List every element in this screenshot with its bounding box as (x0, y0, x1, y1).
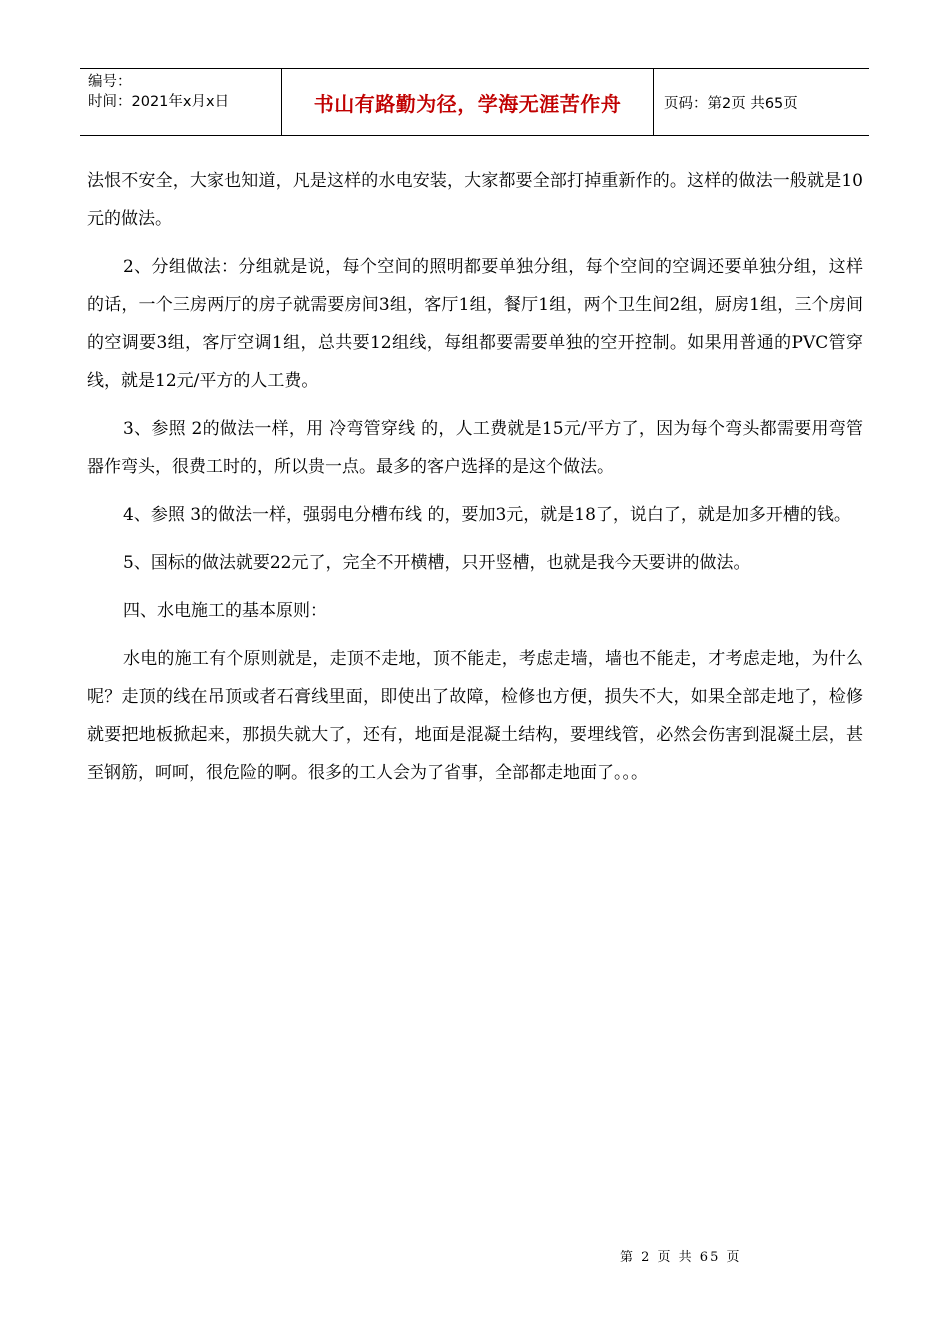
header-page-info (654, 69, 869, 135)
header-meta (80, 69, 282, 135)
header-page-info-text: 页码：第2页 共65页 (664, 95, 798, 112)
document-header (80, 68, 869, 136)
paragraph: 2、分组做法：分组就是说，每个空间的照明都要单独分组，每个空间的空调还要单独分组，这样的话，一个三房两厅的房子就需要房间3组，客厅1组，餐厅1组，两个卫生间2组，厨房1组，三个房间的空调要3组，客厅空调1组，总共要12组线，每组都要需要单独的空开控制。如果用普通的PVC管穿线，就是12元/平方的人工费。 (87, 257, 863, 391)
header-time-label: 时间：2021年x月x日 (88, 94, 230, 110)
section-heading: 四、水电施工的基本原则： (123, 601, 327, 621)
header-motto-text: 书山有路勤为径，学海无涯苦作舟 (313, 91, 622, 116)
paragraph: 水电的施工有个原则就是，走顶不走地，顶不能走，考虑走墙，墙也不能走，才考虑走地，为什么呢？走顶的线在吊顶或者石膏线里面，即使出了故障，检修也方便，损失不大，如果全部走地了，检修就要把地板掀起来，那损失就大了，还有，地面是混凝土结构，要埋线管，必然会伤害到混凝土层，甚至钢筋，呵呵，很危险的啊。很多的工人会为了省事，全部都走地面了。。。 (87, 649, 863, 783)
page-footer (620, 1246, 741, 1265)
header-motto (282, 69, 654, 135)
paragraph: 3、参照 2的做法一样，用 冷弯管穿线 的，人工费就是15元/平方了，因为每个弯头都需要用弯管器作弯头，很费工时的，所以贵一点。最多的客户选择的是这个做法。 (87, 419, 863, 477)
paragraph: 5、国标的做法就要22元了，完全不开横槽，只开竖槽，也就是我今天要讲的做法。 (123, 553, 751, 573)
document-body (87, 162, 863, 802)
footer-page-number: 第 2 页 共 65 页 (620, 1250, 742, 1265)
paragraph: 4、参照 3的做法一样，强弱电分槽布线 的，要加3元，就是18了，说白了，就是加多开槽的钱。 (123, 505, 851, 525)
header-number-label: 编号： (88, 74, 132, 90)
paragraph: 法恨不安全，大家也知道，凡是这样的水电安装，大家都要全部打掉重新作的。这样的做法一般就是10元的做法。 (87, 171, 863, 229)
